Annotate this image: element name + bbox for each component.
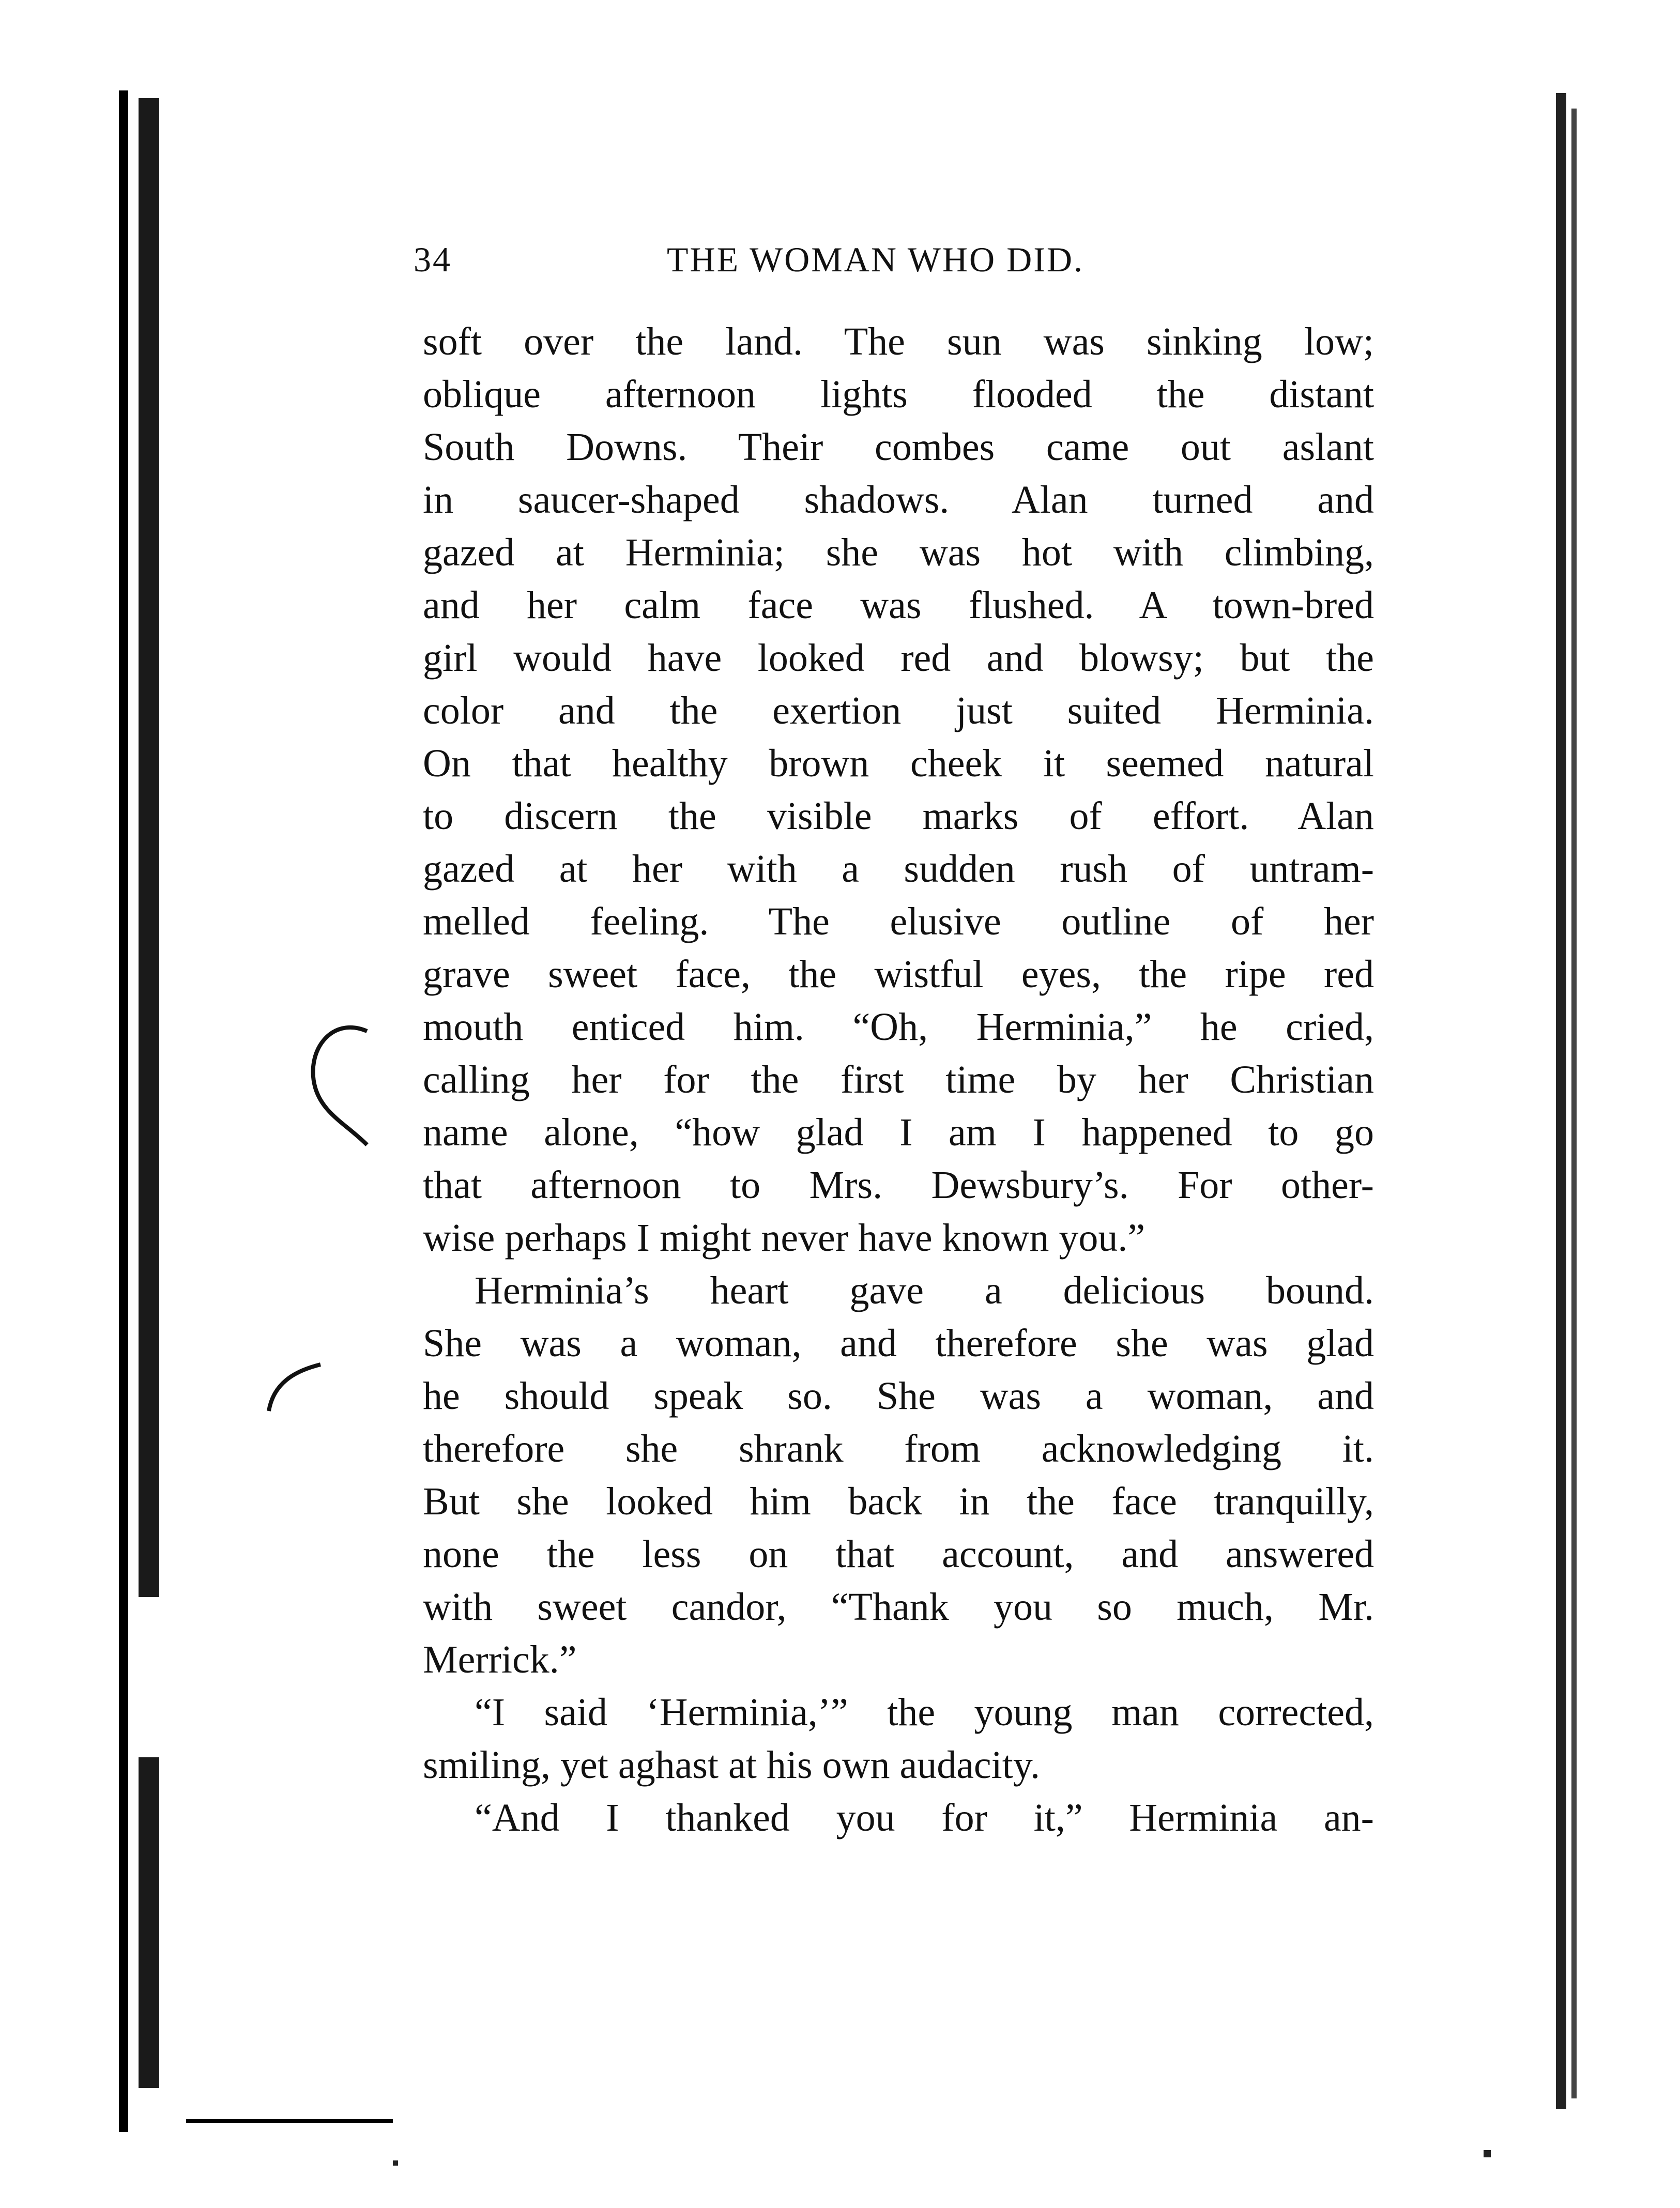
text-line: On that healthy brown cheek it seemed natural	[423, 742, 1374, 785]
text-line: But she looked him back in the face tranquilly,	[423, 1480, 1374, 1523]
text-line: mouth enticed him. “Oh, Herminia,” he cried,	[423, 1005, 1374, 1049]
text-line: none the less on that account, and answered	[423, 1532, 1374, 1576]
text-line: to discern the visible marks of effort. Alan	[423, 794, 1374, 838]
text-line: melled feeling. The elusive outline of her	[423, 900, 1374, 943]
text-line: name alone, “how glad I am I happened to go	[423, 1111, 1374, 1154]
text-line: that afternoon to Mrs. Dewsbury’s. For other-	[423, 1163, 1374, 1207]
page-number: 34	[414, 240, 452, 279]
right-scan-border-inner	[1571, 109, 1577, 2098]
body-text	[423, 315, 1374, 1844]
text-line: in saucer-shaped shadows. Alan turned and	[423, 478, 1374, 522]
text-line: “And I thanked you for it,” Herminia an-	[475, 1796, 1374, 1839]
text-line: soft over the land. The sun was sinking low;	[423, 320, 1374, 363]
scan-speck	[393, 2160, 398, 2166]
text-line: wise perhaps I might never have known you.”	[423, 1216, 1146, 1260]
left-scan-border-lower	[139, 1757, 159, 2088]
running-title: THE WOMAN WHO DID.	[667, 240, 1084, 279]
text-line: girl would have looked red and blowsy; but the	[423, 636, 1374, 680]
text-line: Merrick.”	[423, 1638, 577, 1681]
page-header	[414, 239, 1375, 296]
text-line: smiling, yet aghast at his own audacity.	[423, 1743, 1040, 1787]
text-line: “I said ‘Herminia,’” the young man corrected,	[475, 1691, 1374, 1734]
margin-tick-mark	[258, 1359, 331, 1421]
text-line: calling her for the first time by her Christian	[423, 1058, 1374, 1101]
text-line: he should speak so. She was a woman, and	[423, 1374, 1374, 1418]
text-line: therefore she shrank from acknowledging it.	[423, 1427, 1374, 1470]
text-line: She was a woman, and therefore she was glad	[423, 1322, 1374, 1365]
text-line: oblique afternoon lights flooded the distant	[423, 373, 1374, 416]
scan-speck	[1484, 2150, 1491, 2157]
text-line: grave sweet face, the wistful eyes, the ripe red	[423, 953, 1374, 996]
text-line: gazed at Herminia; she was hot with climbing,	[423, 531, 1374, 574]
text-line: and her calm face was flushed. A town-bred	[423, 584, 1374, 627]
left-scan-border	[119, 90, 128, 2132]
left-scan-border-inner	[139, 98, 159, 1597]
right-scan-border	[1556, 93, 1566, 2109]
text-line: with sweet candor, “Thank you so much, Mr.	[423, 1585, 1374, 1629]
text-line: Herminia’s heart gave a delicious bound.	[475, 1269, 1374, 1312]
text-line: color and the exertion just suited Herminia.	[423, 689, 1374, 732]
text-line: gazed at her with a sudden rush of untram-	[423, 847, 1374, 891]
left-scan-border-foot	[186, 2119, 393, 2123]
text-line: South Downs. Their combes came out aslant	[423, 425, 1374, 469]
margin-bracket-mark	[300, 1021, 377, 1155]
